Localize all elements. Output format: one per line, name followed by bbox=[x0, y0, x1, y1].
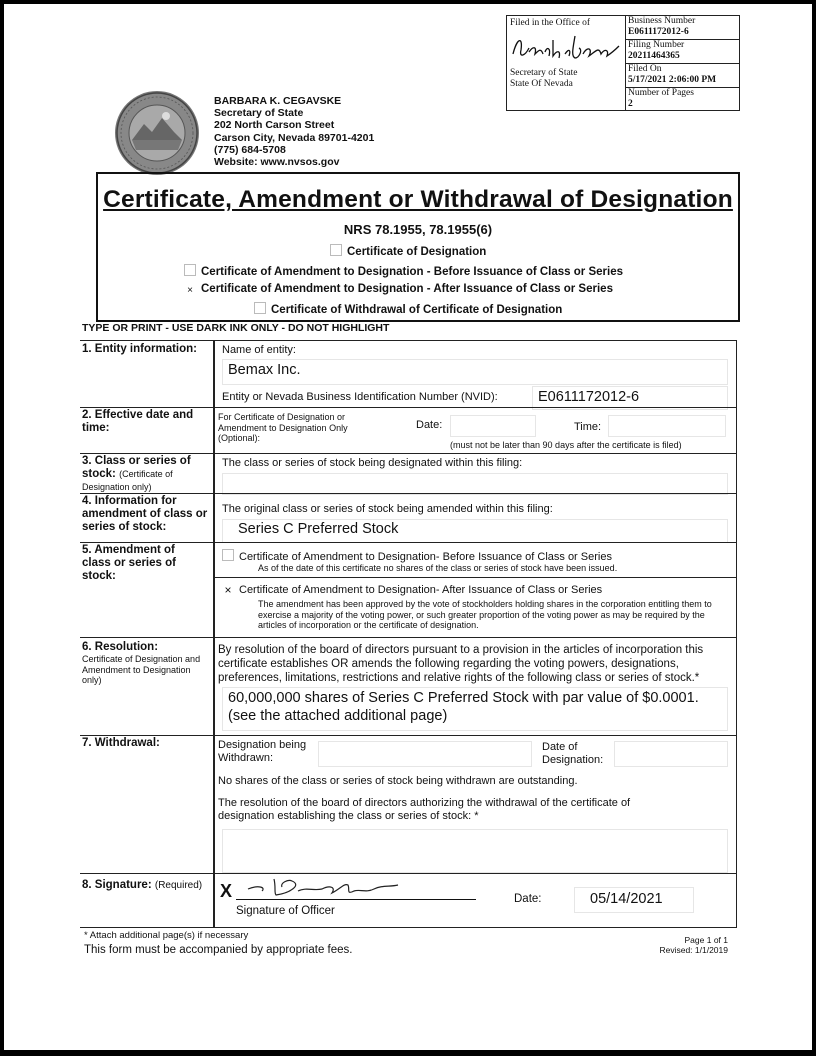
office-phone: (775) 684-5708 bbox=[214, 143, 286, 156]
amend-after-label: Certificate of Amendment to Designation- After Issuance of Class or Series bbox=[239, 584, 603, 596]
form-title: Certificate, Amendment or Withdrawal of Designation bbox=[103, 186, 733, 213]
effective-time-field[interactable] bbox=[608, 415, 726, 437]
designation-withdrawn-label: Designation being Withdrawn: bbox=[218, 739, 307, 764]
stamp-pages bbox=[626, 88, 739, 111]
resolution-heading-text: 6. Resolution: bbox=[82, 641, 159, 653]
stamp-filing-number bbox=[626, 40, 739, 64]
class-series-text: The class or series of stock being designated within this filing: bbox=[222, 457, 523, 469]
nvid-label: Entity or Nevada Business Identification Number (NVID): bbox=[222, 391, 498, 403]
amend-before-label: Certificate of Amendment to Designation- Before Issuance of Class or Series bbox=[239, 551, 612, 563]
office-city: Carson City, Nevada 89701-4201 bbox=[214, 131, 375, 144]
fees-note: This form must be accompanied by appropriate fees. bbox=[84, 944, 353, 956]
entity-name-label: Name of entity: bbox=[222, 344, 296, 356]
option-checkbox[interactable] bbox=[254, 302, 266, 314]
nevada-seal-icon bbox=[114, 90, 200, 176]
additional-pages-note: * Attach additional page(s) if necessary bbox=[84, 930, 249, 941]
office-street: 202 North Carson Street bbox=[214, 119, 335, 132]
scan-border-top bbox=[0, 0, 816, 4]
amend-after-checkbox-checked[interactable]: × bbox=[224, 583, 232, 597]
stamp-filed-on bbox=[626, 64, 739, 88]
filing-stamp bbox=[506, 15, 740, 111]
signature-label: Signature of Officer bbox=[236, 905, 335, 917]
secretary-office: Secretary of State bbox=[214, 107, 304, 120]
stamp-state-label: State Of Nevada bbox=[510, 79, 573, 89]
option-checkbox[interactable] bbox=[330, 244, 342, 256]
column-divider bbox=[213, 341, 215, 927]
effective-date-note: For Certificate of Designation or Amendment to Designation Only (Optional): bbox=[218, 412, 348, 443]
ink-instruction: TYPE OR PRINT - USE DARK INK ONLY - DO NOT HIGHLIGHT bbox=[82, 322, 390, 334]
amend-after-option[interactable] bbox=[222, 584, 602, 597]
option-label: Certificate of Designation bbox=[347, 246, 487, 258]
page-info bbox=[600, 935, 728, 955]
page-number: Page 1 of 1 bbox=[684, 935, 728, 945]
entity-name-value: Bemax Inc. bbox=[228, 362, 301, 378]
row-divider bbox=[80, 407, 736, 408]
class-series-field[interactable] bbox=[222, 473, 728, 495]
withdrawal-heading: 7. Withdrawal: bbox=[82, 737, 160, 749]
designation-date-label: Date of Designation: bbox=[542, 741, 604, 766]
effective-date-label: Date: bbox=[416, 419, 443, 431]
secretary-name: BARBARA K. CEGAVSKE bbox=[214, 95, 342, 107]
effective-date-field[interactable] bbox=[450, 415, 536, 437]
class-series-heading-sub: (Certificate of Designation only) bbox=[82, 469, 173, 492]
option-label: Certificate of Withdrawal of Certificate of Designation bbox=[271, 304, 563, 316]
option-divider bbox=[214, 577, 736, 578]
stamp-secretary-label: Secretary of State bbox=[510, 68, 578, 78]
revision-date: Revised: 1/1/2019 bbox=[659, 945, 728, 955]
withdrawal-resolution-label: The resolution of the board of directors authorizing the withdrawal of the certificate of designation establishing the class or series of stock: * bbox=[218, 797, 631, 822]
nvid-value: E0611172012-6 bbox=[538, 389, 640, 405]
filing-number-value: 20211464365 bbox=[628, 51, 680, 61]
designation-date-field[interactable] bbox=[614, 741, 728, 767]
signature-line bbox=[236, 899, 476, 900]
title-box bbox=[96, 172, 740, 322]
pages-value: 2 bbox=[628, 99, 633, 109]
filing-number-label: Filing Number bbox=[628, 40, 685, 50]
secretary-of-state-address bbox=[214, 95, 374, 168]
row-divider bbox=[80, 637, 736, 638]
nrs-citation: NRS 78.1955, 78.1955(6) bbox=[343, 222, 493, 237]
resolution-text: By resolution of the board of directors pursuant to a provision in the articles of incorporation this certificate establishes OR amends the following regarding the voting powers, designations, preferences, limitations, restrictions and relative rights of the following class or series of stock.* bbox=[218, 644, 704, 684]
class-series-heading-text: 3. Class or series of stock: bbox=[82, 455, 191, 480]
scan-border-bottom bbox=[0, 1050, 816, 1056]
stamp-business-number bbox=[626, 16, 739, 40]
withdrawal-resolution-field[interactable] bbox=[222, 829, 728, 873]
stamp-details bbox=[626, 16, 739, 111]
option-amendment-before-issuance[interactable] bbox=[184, 264, 623, 278]
officer-signature bbox=[240, 873, 410, 899]
amend-before-checkbox[interactable] bbox=[222, 549, 234, 561]
amend-before-note: As of the date of this certificate no shares of the class or series of stock have been issued. bbox=[258, 563, 618, 573]
scan-border-right bbox=[812, 0, 816, 1056]
stamp-filed-label: Filed in the Office of bbox=[510, 18, 591, 28]
resolution-heading bbox=[82, 641, 212, 686]
signature-date-label: Date: bbox=[514, 893, 542, 905]
pages-label: Number of Pages bbox=[628, 88, 694, 98]
option-checkbox-checked[interactable]: × bbox=[187, 285, 193, 296]
business-number-label: Business Number bbox=[628, 16, 696, 26]
effective-date-heading: 2. Effective date and time: bbox=[82, 409, 194, 434]
row-divider bbox=[80, 542, 736, 543]
designation-withdrawn-field[interactable] bbox=[318, 741, 532, 767]
option-checkbox[interactable] bbox=[184, 264, 196, 276]
option-label: Certificate of Amendment to Designation - After Issuance of Class or Series bbox=[201, 283, 613, 295]
signature-required-note: (Required) bbox=[154, 880, 203, 891]
effective-time-label: Time: bbox=[574, 421, 602, 433]
amend-after-note: The amendment has been approved by the vote of stockholders holding shares in the corporation entitling them to exercise a majority of the voting power, or such greater proportion of the voting power as may be required by the articles of incorporation or the certificate of designation. bbox=[258, 599, 712, 630]
filed-on-label: Filed On bbox=[628, 64, 662, 74]
signature-x-mark: X bbox=[220, 881, 233, 901]
original-series-text: The original class or series of stock being amended within this filing: bbox=[222, 503, 553, 515]
resolution-value-line1: 60,000,000 shares of Series C Preferred Stock with par value of $0.0001. bbox=[228, 690, 699, 706]
resolution-heading-sub: Certificate of Designation and Amendment to Designation only) bbox=[82, 654, 201, 685]
amend-before-option[interactable] bbox=[222, 549, 612, 564]
option-label: Certificate of Amendment to Designation - Before Issuance of Class or Series bbox=[201, 266, 623, 278]
entity-info-heading: 1. Entity information: bbox=[82, 343, 197, 355]
stamp-office-cell bbox=[507, 16, 626, 110]
amendment-info-heading: 4. Information for amendment of class or series of stock: bbox=[82, 495, 208, 533]
option-certificate-of-designation[interactable] bbox=[330, 244, 486, 258]
row-divider bbox=[80, 453, 736, 454]
original-series-value: Series C Preferred Stock bbox=[238, 521, 399, 537]
signature-heading bbox=[82, 879, 202, 892]
amendment-heading: 5. Amendment of class or series of stock: bbox=[82, 544, 176, 582]
designation-form bbox=[80, 340, 737, 928]
option-amendment-after-issuance[interactable] bbox=[184, 283, 613, 297]
class-series-heading bbox=[82, 455, 212, 494]
row-divider bbox=[80, 493, 736, 494]
row-divider bbox=[80, 735, 736, 736]
secretary-signature bbox=[509, 28, 623, 66]
scan-border-left bbox=[0, 0, 4, 1056]
office-website: Website: www.nvsos.gov bbox=[214, 156, 340, 169]
no-shares-statement: No shares of the class or series of stock being withdrawn are outstanding. bbox=[218, 775, 578, 787]
signature-heading-text: 8. Signature: bbox=[82, 879, 152, 891]
resolution-value-line2: (see the attached additional page) bbox=[228, 708, 448, 724]
option-withdrawal[interactable] bbox=[254, 302, 562, 316]
filed-on-value: 5/17/2021 2:06:00 PM bbox=[628, 75, 717, 85]
effective-date-limit: (must not be later than 90 days after the certificate is filed) bbox=[450, 440, 682, 450]
business-number-value: E0611172012-6 bbox=[628, 27, 689, 37]
signature-date-value: 05/14/2021 bbox=[590, 891, 663, 907]
